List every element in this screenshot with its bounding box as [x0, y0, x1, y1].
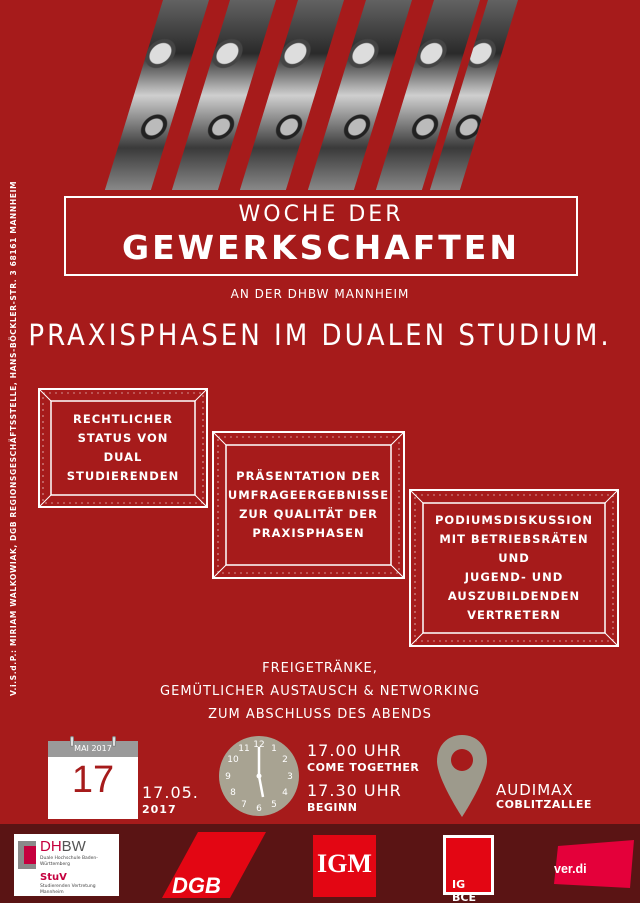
calendar-month: MAI 2017	[48, 741, 138, 757]
agenda-frame-2	[211, 430, 406, 580]
dgb-logo-text: DGB	[172, 873, 221, 898]
agenda-frame-1	[37, 387, 209, 509]
headline: PRAXISPHASEN IM DUALEN STUDIUM.	[28, 318, 612, 352]
svg-text:11: 11	[238, 744, 250, 754]
calendar-icon	[48, 741, 138, 819]
ig-bce-logo: IG BCE	[443, 835, 494, 895]
title-line-2: GEWERKSCHAFTEN	[122, 228, 520, 267]
event-date: 17.05.	[142, 783, 199, 802]
agenda-frame-3	[408, 488, 620, 648]
location-pin-icon	[434, 733, 490, 819]
calendar-day: 17	[71, 759, 115, 801]
agenda-text-2: PRÄSENTATION DER UMFRAGEERGEBNISSE ZUR QUALITÄT DER PRAXISPHASEN	[227, 469, 390, 540]
title-line-1: WOCHE DER	[238, 202, 404, 227]
svg-text:4: 4	[282, 788, 288, 798]
svg-text:2: 2	[282, 755, 288, 765]
agenda-text-1: RECHTLICHER STATUS VON DUAL STUDIERENDEN	[66, 412, 180, 483]
time-start: 17.30 UHR	[307, 781, 402, 800]
svg-text:7: 7	[241, 800, 247, 810]
location-street: COBLITZALLEE	[496, 798, 592, 811]
svg-text:10: 10	[227, 755, 239, 765]
ig-metall-logo: IGM	[313, 835, 376, 897]
sponsor-bar	[0, 824, 640, 903]
verdi-logo: ver.di	[554, 840, 634, 888]
clock-icon	[218, 735, 300, 817]
closing-info: FREIGETRÄNKE, GEMÜTLICHER AUSTAUSCH & NETWORKING ZUM ABSCHLUSS DES ABENDS	[160, 661, 480, 722]
subtitle: AN DER DHBW MANNHEIM	[230, 287, 410, 301]
svg-text:3: 3	[287, 772, 293, 782]
svg-text:6: 6	[256, 804, 262, 814]
svg-text:5: 5	[271, 800, 277, 810]
svg-text:8: 8	[230, 788, 236, 798]
time-come-together-label: COME TOGETHER	[307, 761, 420, 774]
dhbw-logo: DHBW Duale Hochschule Baden-Württemberg StuV Studierenden Vertretung Mannheim	[14, 834, 119, 896]
time-start-label: BEGINN	[307, 801, 358, 814]
agenda-text-3: PODIUMSDISKUSSION MIT BETRIEBSRÄTEN UND JUGEND- UND AUSZUBILDENDEN VERTRETERN	[435, 513, 593, 622]
event-year: 2017	[142, 803, 177, 816]
time-come-together: 17.00 UHR	[307, 741, 402, 760]
svg-text:12: 12	[253, 740, 265, 750]
svg-text:1: 1	[271, 744, 277, 754]
svg-text:9: 9	[225, 772, 231, 782]
location-name: AUDIMAX	[496, 781, 574, 799]
imprint-text: V.i.S.d.P.: MIRIAM WALKOWIAK, DGB REGIONSGESCHÄFTSSTELLE, HANS-BÖCKLER-STR. 3 68161 MANNHEIM	[9, 180, 18, 696]
